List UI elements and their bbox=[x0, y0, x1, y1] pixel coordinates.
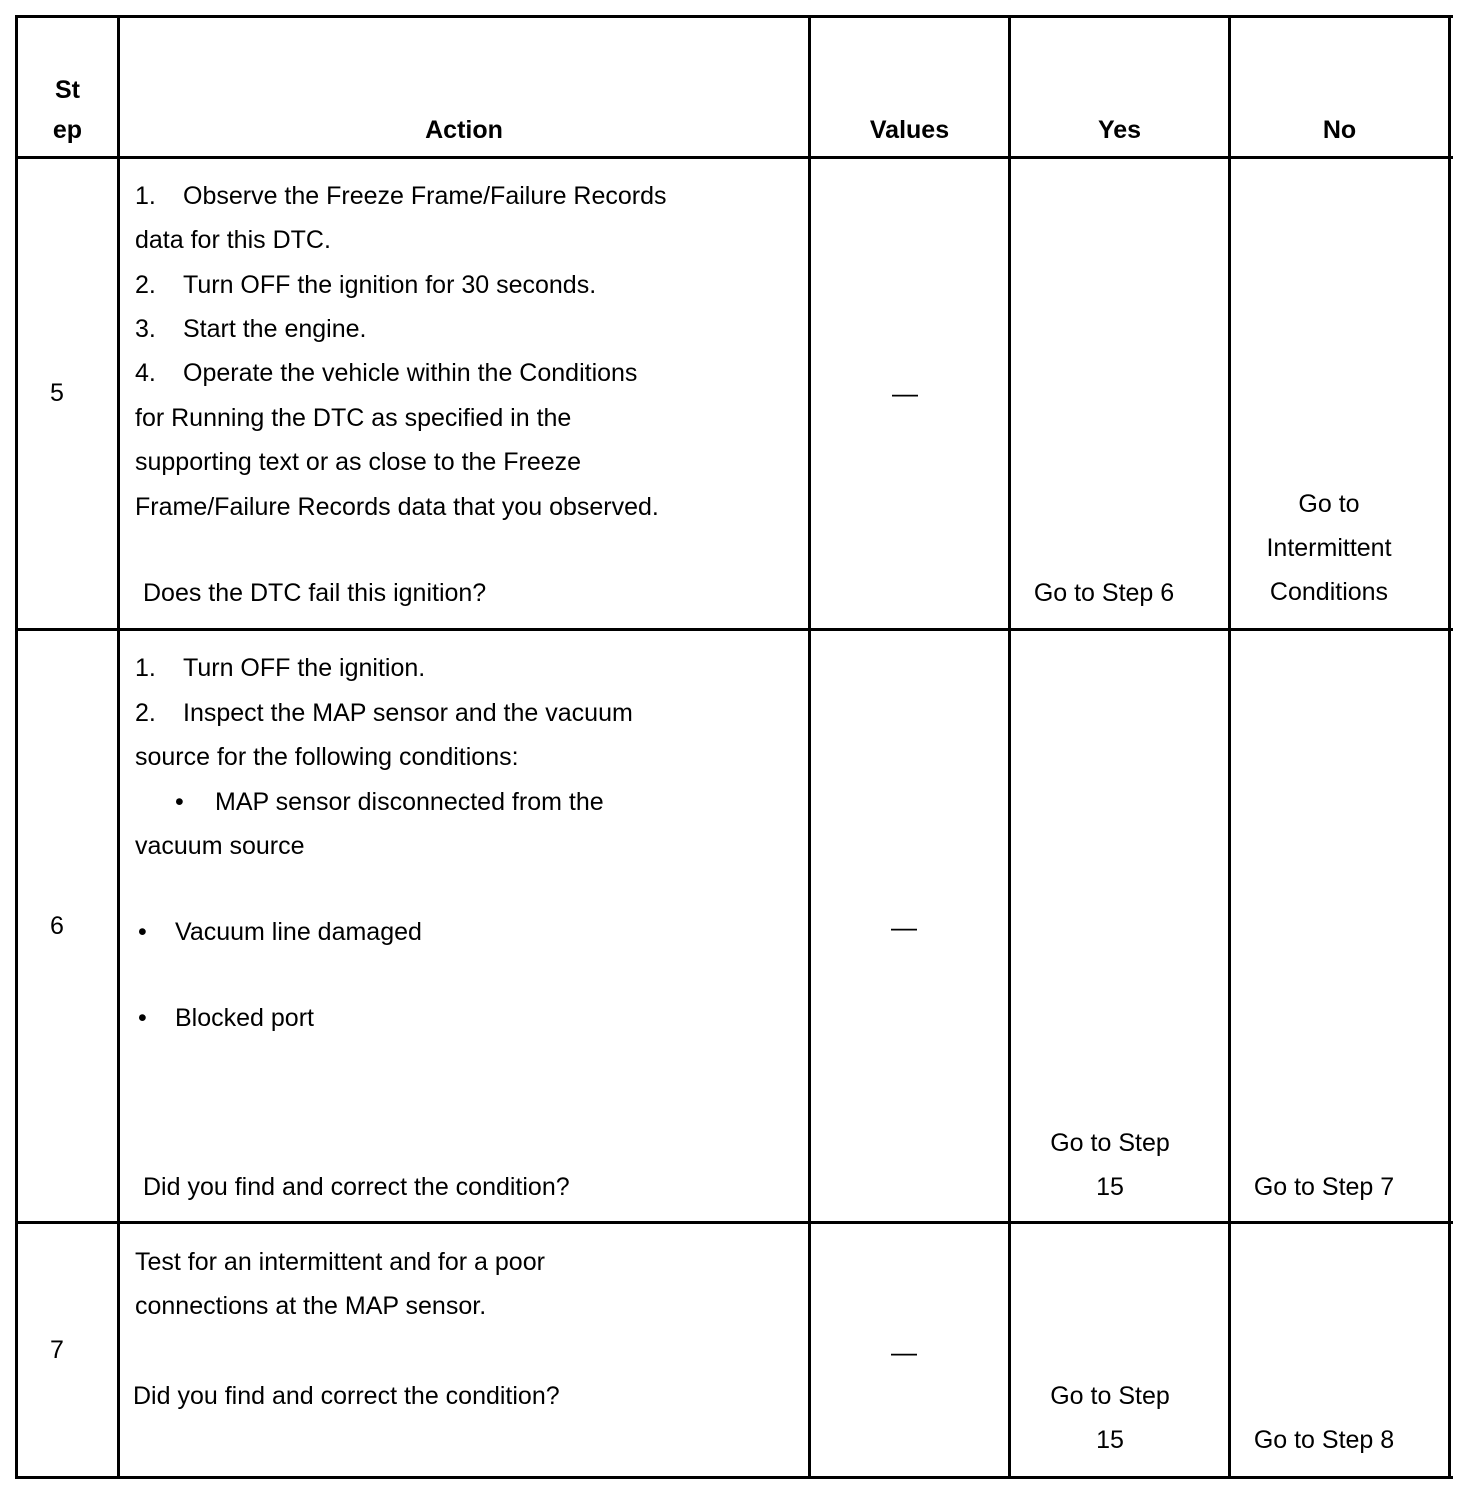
action-line bbox=[175, 780, 604, 824]
values-cell: — bbox=[891, 912, 917, 942]
action-text: vacuum source bbox=[135, 832, 305, 860]
action-line bbox=[135, 646, 425, 690]
action-question: Did you find and correct the condition? bbox=[133, 1382, 560, 1410]
no-line: Go to bbox=[1298, 490, 1360, 518]
action-text: Observe the Freeze Frame/Failure Records bbox=[183, 182, 667, 210]
table-border-left bbox=[15, 15, 18, 1479]
table-border-top bbox=[15, 15, 1453, 18]
bullet: • bbox=[175, 788, 184, 816]
action-line bbox=[138, 996, 314, 1040]
no-cell: Go to Step 7 bbox=[1253, 1173, 1395, 1201]
action-question: Does the DTC fail this ignition? bbox=[143, 579, 487, 607]
list-number: 1. bbox=[135, 654, 156, 682]
action-line bbox=[135, 691, 633, 735]
no-cell: Go to Step 8 bbox=[1253, 1426, 1395, 1454]
action-text: data for this DTC. bbox=[135, 226, 331, 254]
column-divider bbox=[1008, 15, 1011, 1479]
header-action: Action bbox=[425, 116, 503, 144]
action-text: Inspect the MAP sensor and the vacuum bbox=[183, 699, 633, 727]
action-line bbox=[135, 735, 519, 779]
list-number: 2. bbox=[135, 699, 156, 727]
bullet: • bbox=[138, 918, 147, 946]
header-yes: Yes bbox=[1097, 116, 1142, 144]
values-cell: — bbox=[891, 1337, 917, 1367]
action-text: supporting text or as close to the Freeze bbox=[135, 448, 582, 476]
action-line bbox=[135, 440, 581, 484]
table-border-right bbox=[1448, 15, 1451, 1479]
action-line bbox=[135, 396, 571, 440]
step-number: 7 bbox=[50, 1336, 64, 1364]
header-values: Values bbox=[869, 116, 950, 144]
yes-cell bbox=[1011, 1374, 1209, 1462]
row-divider bbox=[15, 628, 1453, 631]
action-text: Vacuum line damaged bbox=[175, 918, 422, 946]
action-line bbox=[135, 307, 366, 351]
action-line bbox=[135, 263, 596, 307]
no-line: Conditions bbox=[1269, 578, 1389, 606]
action-text: Blocked port bbox=[175, 1004, 314, 1032]
action-text: source for the following conditions: bbox=[135, 743, 519, 771]
column-divider bbox=[1228, 15, 1231, 1479]
action-line bbox=[135, 1284, 486, 1328]
yes-line: 15 bbox=[1096, 1426, 1124, 1454]
action-line bbox=[135, 218, 331, 262]
action-text: Turn OFF the ignition. bbox=[183, 654, 426, 682]
action-line bbox=[135, 174, 667, 218]
action-text: Operate the vehicle within the Conditions bbox=[183, 359, 638, 387]
action-question: Did you find and correct the condition? bbox=[143, 1173, 570, 1201]
list-number: 4. bbox=[135, 359, 156, 387]
step-number: 6 bbox=[50, 912, 64, 940]
action-text: for Running the DTC as specified in the bbox=[135, 404, 572, 432]
action-text: MAP sensor disconnected from the bbox=[215, 788, 604, 816]
no-cell bbox=[1231, 482, 1427, 614]
header-no: No bbox=[1322, 116, 1357, 144]
no-line: Intermittent bbox=[1266, 534, 1392, 562]
header-step-line2: ep bbox=[52, 116, 83, 144]
action-text: Test for an intermittent and for a poor bbox=[135, 1248, 545, 1276]
yes-line: Go to Step bbox=[1050, 1382, 1170, 1410]
action-line bbox=[138, 910, 422, 954]
action-line bbox=[135, 351, 637, 395]
list-number: 1. bbox=[135, 182, 156, 210]
row-divider bbox=[15, 1221, 1453, 1224]
table-border-bottom bbox=[15, 1476, 1453, 1479]
action-text: Start the engine. bbox=[183, 315, 367, 343]
action-line bbox=[135, 1240, 545, 1284]
action-line bbox=[135, 485, 659, 529]
step-number: 5 bbox=[50, 379, 64, 407]
action-text: Turn OFF the ignition for 30 seconds. bbox=[183, 271, 597, 299]
yes-line: Go to Step bbox=[1050, 1129, 1170, 1157]
column-divider bbox=[808, 15, 811, 1479]
action-text: Frame/Failure Records data that you observed. bbox=[135, 493, 659, 521]
action-line bbox=[135, 824, 305, 868]
yes-cell: Go to Step 6 bbox=[1033, 579, 1175, 607]
yes-cell bbox=[1011, 1121, 1209, 1209]
yes-line: 15 bbox=[1096, 1173, 1124, 1201]
action-text: connections at the MAP sensor. bbox=[135, 1292, 487, 1320]
header-divider bbox=[15, 156, 1453, 159]
column-divider bbox=[117, 15, 120, 1479]
list-number: 2. bbox=[135, 271, 156, 299]
header-step-line1: St bbox=[55, 76, 80, 104]
values-cell: — bbox=[892, 378, 918, 408]
header-step bbox=[18, 70, 117, 150]
bullet: • bbox=[138, 1004, 147, 1032]
list-number: 3. bbox=[135, 315, 156, 343]
